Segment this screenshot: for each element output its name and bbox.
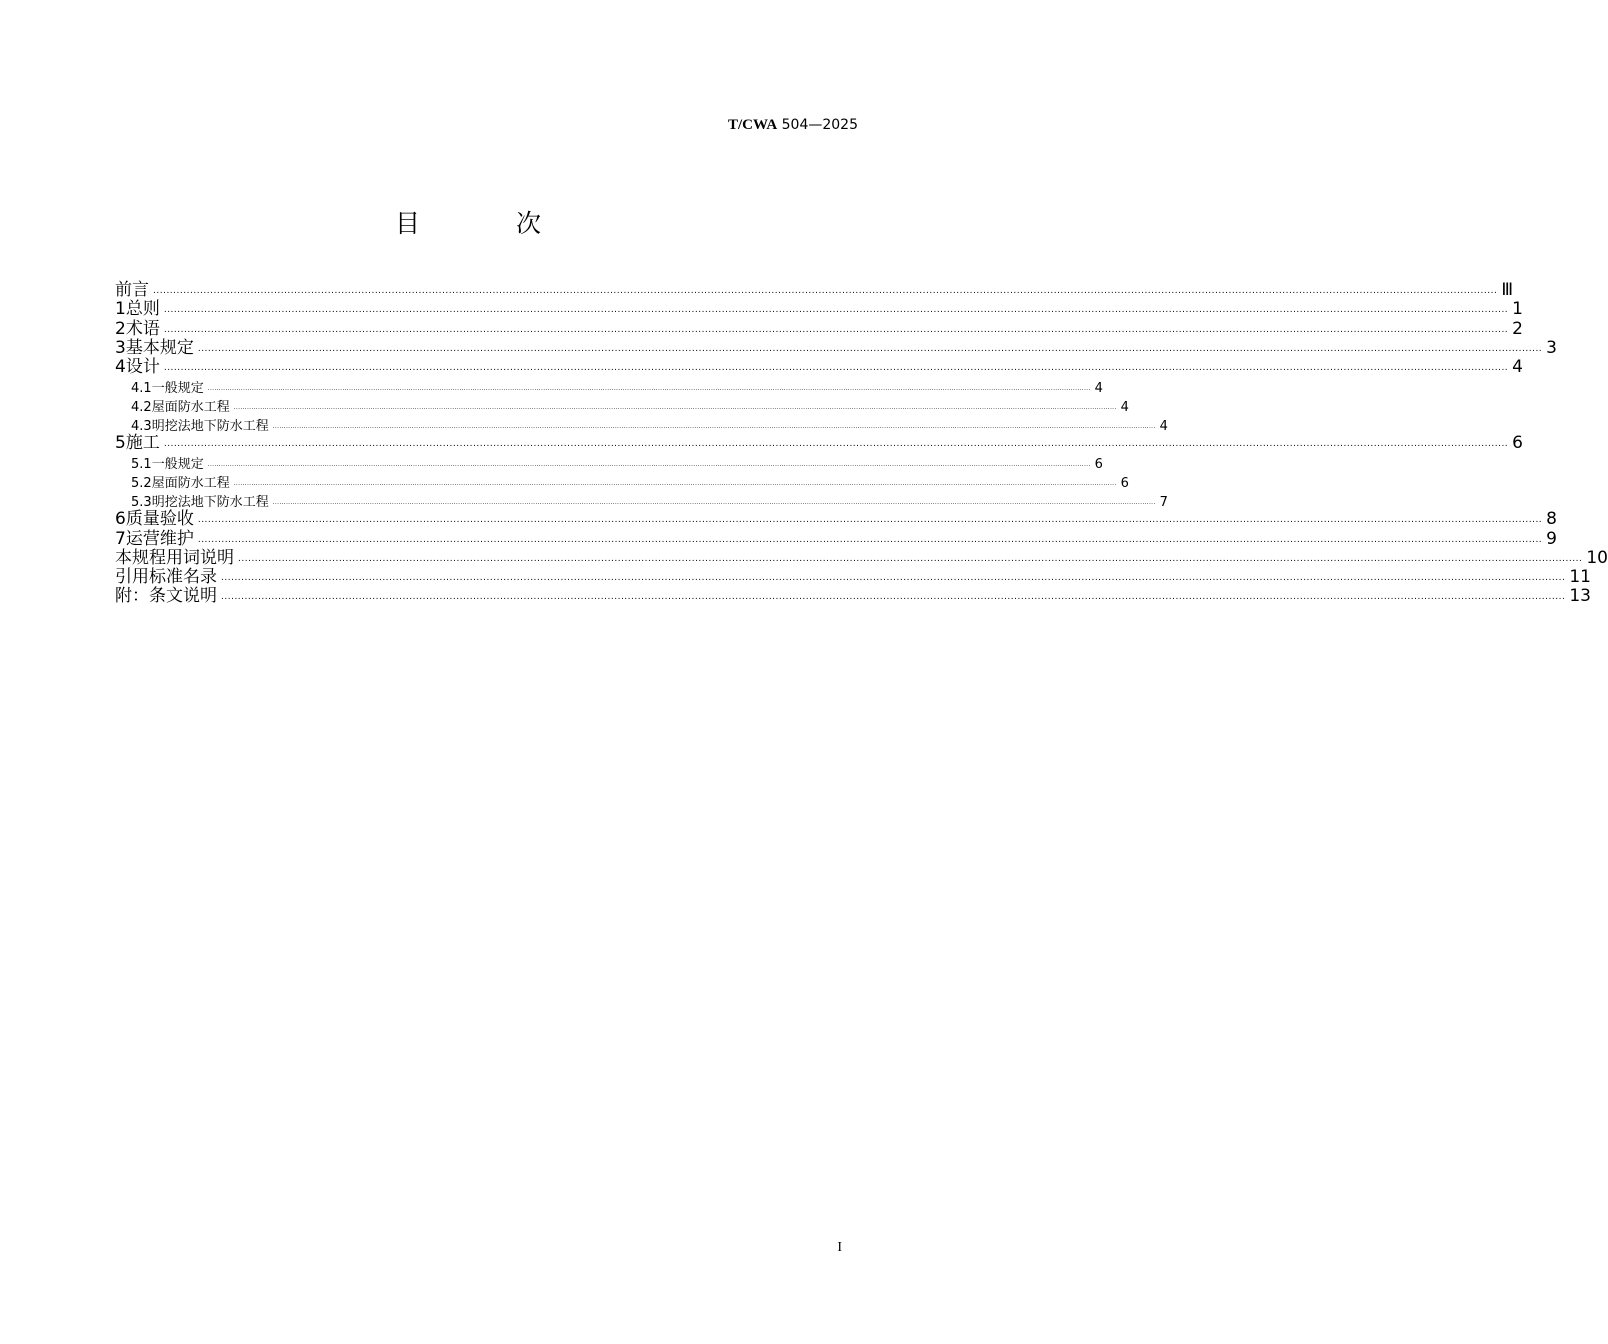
toc-entry[interactable] (115, 433, 1523, 454)
toc-entry[interactable] (115, 318, 1523, 339)
toc-leader-dots: ................................................................................................................................................................................................................................................................................................................................................................................................................ (163, 324, 1509, 335)
toc-entry-number: 4.1 (131, 380, 152, 396)
page-number: I (837, 1240, 842, 1255)
toc-entry-number: 5.1 (131, 457, 152, 473)
toc-leader-dots: ................................................................................................................................................................................................................................................................................................................................................................................................................ (221, 572, 1566, 583)
toc-entry-page: 9 (1546, 528, 1557, 549)
toc-entry[interactable] (115, 471, 1129, 492)
toc-entry[interactable] (115, 280, 1514, 301)
toc-entry-title: 屋面防水工程 (151, 476, 230, 492)
toc-entry[interactable] (115, 395, 1129, 415)
toc-entry-page: 4 (1512, 356, 1523, 377)
toc-entry-page: 1 (1512, 299, 1523, 320)
toc-entry-number: 6 (115, 509, 126, 530)
toc-leader-dots: ................................................................................................................................................................................................................................................................................................................................................................................................................ (197, 534, 1543, 545)
toc-entry-page: 6 (1512, 433, 1523, 454)
toc-entry[interactable] (115, 528, 1557, 549)
toc-entry-title: 一般规定 (151, 380, 204, 396)
toc-entry-page: 2 (1512, 318, 1523, 339)
toc-entry-title: 明挖法地下防水工程 (151, 495, 269, 511)
toc-entry[interactable] (115, 490, 1168, 511)
toc-entry-page: 6 (1120, 476, 1129, 492)
toc-entry[interactable] (115, 299, 1523, 320)
toc-leader-dots: ................................................................................................................................................................................................................................................................................................................................................................................................................ (163, 305, 1509, 316)
toc-entry[interactable] (115, 566, 1591, 587)
toc-entry-title: 设计 (125, 356, 160, 377)
toc-entry-number: 4.3 (131, 418, 152, 434)
toc-entry[interactable] (115, 547, 1608, 568)
toc-entry-page: Ⅲ (1501, 280, 1514, 301)
toc-entry[interactable] (115, 414, 1168, 434)
toc-entry-number: 4 (115, 356, 126, 377)
toc-leader-dots: ................................................................................................................................................................................................................................................................................................................................................................................................................ (207, 461, 1091, 469)
toc-entry-page: 7 (1159, 495, 1168, 511)
table-of-contents (115, 280, 1608, 607)
toc-entry-title: 质量验收 (125, 509, 194, 530)
toc-entry-title: 引用标准名录 (115, 566, 217, 587)
toc-entry-title: 总则 (125, 299, 160, 320)
toc-leader-dots: ................................................................................................................................................................................................................................................................................................................................................................................................................ (221, 592, 1566, 603)
toc-entry-number: 2 (115, 318, 126, 339)
toc-entry-number: 7 (115, 528, 126, 549)
toc-entry-title: 基本规定 (125, 337, 194, 358)
toc-entry-title: 运营维护 (125, 528, 194, 549)
toc-entry-title: 屋面防水工程 (151, 399, 230, 415)
toc-entry-page: 10 (1586, 547, 1608, 568)
toc-entry-number: 5.2 (131, 476, 152, 492)
toc-entry[interactable] (115, 586, 1591, 607)
toc-leader-dots: ................................................................................................................................................................................................................................................................................................................................................................................................................ (233, 480, 1117, 488)
toc-entry-title: 一般规定 (151, 457, 204, 473)
toc-entry-number: 5.3 (131, 495, 152, 511)
toc-entry[interactable] (115, 337, 1557, 358)
toc-entry-number: 3 (115, 337, 126, 358)
toc-entry-number: 1 (115, 299, 126, 320)
standard-number: 504—2025 (781, 117, 858, 133)
toc-entry[interactable] (115, 509, 1557, 530)
toc-leader-dots: ................................................................................................................................................................................................................................................................................................................................................................................................................ (272, 499, 1156, 507)
toc-entry[interactable] (115, 452, 1103, 473)
toc-leader-dots: ................................................................................................................................................................................................................................................................................................................................................................................................................ (197, 343, 1543, 354)
toc-leader-dots: ................................................................................................................................................................................................................................................................................................................................................................................................................ (207, 384, 1091, 392)
toc-entry-title: 施工 (125, 433, 160, 454)
toc-entry-number: 5 (115, 433, 126, 454)
toc-entry-page: 4 (1120, 399, 1129, 415)
toc-entry-page: 8 (1546, 509, 1557, 530)
toc-leader-dots: ................................................................................................................................................................................................................................................................................................................................................................................................................ (238, 553, 1583, 564)
toc-entry-page: 4 (1094, 380, 1103, 396)
toc-entry-title: 前言 (115, 280, 149, 301)
toc-entry-page: 13 (1569, 586, 1591, 607)
toc-entry-title: 本规程用词说明 (115, 547, 234, 568)
standard-org: T/CWA (728, 117, 778, 133)
toc-leader-dots: ................................................................................................................................................................................................................................................................................................................................................................................................................ (163, 439, 1509, 450)
toc-entry-page: 4 (1159, 418, 1168, 434)
toc-entry-title: 附：条文说明 (115, 586, 217, 607)
toc-entry-title: 术语 (125, 318, 160, 339)
standard-code (728, 117, 858, 134)
toc-leader-dots: ................................................................................................................................................................................................................................................................................................................................................................................................................ (197, 515, 1543, 526)
toc-leader-dots: ................................................................................................................................................................................................................................................................................................................................................................................................................ (153, 286, 1498, 297)
toc-leader-dots: ................................................................................................................................................................................................................................................................................................................................................................................................................ (233, 403, 1117, 411)
toc-entry-number: 4.2 (131, 399, 152, 415)
toc-entry-page: 6 (1094, 457, 1103, 473)
page-title: 目 次 (395, 209, 585, 238)
toc-entry[interactable] (115, 376, 1103, 396)
toc-entry-page: 3 (1546, 337, 1557, 358)
toc-entry-page: 11 (1569, 566, 1591, 587)
toc-leader-dots: ................................................................................................................................................................................................................................................................................................................................................................................................................ (272, 422, 1156, 430)
toc-entry[interactable] (115, 356, 1523, 377)
toc-entry-title: 明挖法地下防水工程 (151, 418, 269, 434)
toc-leader-dots: ................................................................................................................................................................................................................................................................................................................................................................................................................ (163, 362, 1509, 373)
